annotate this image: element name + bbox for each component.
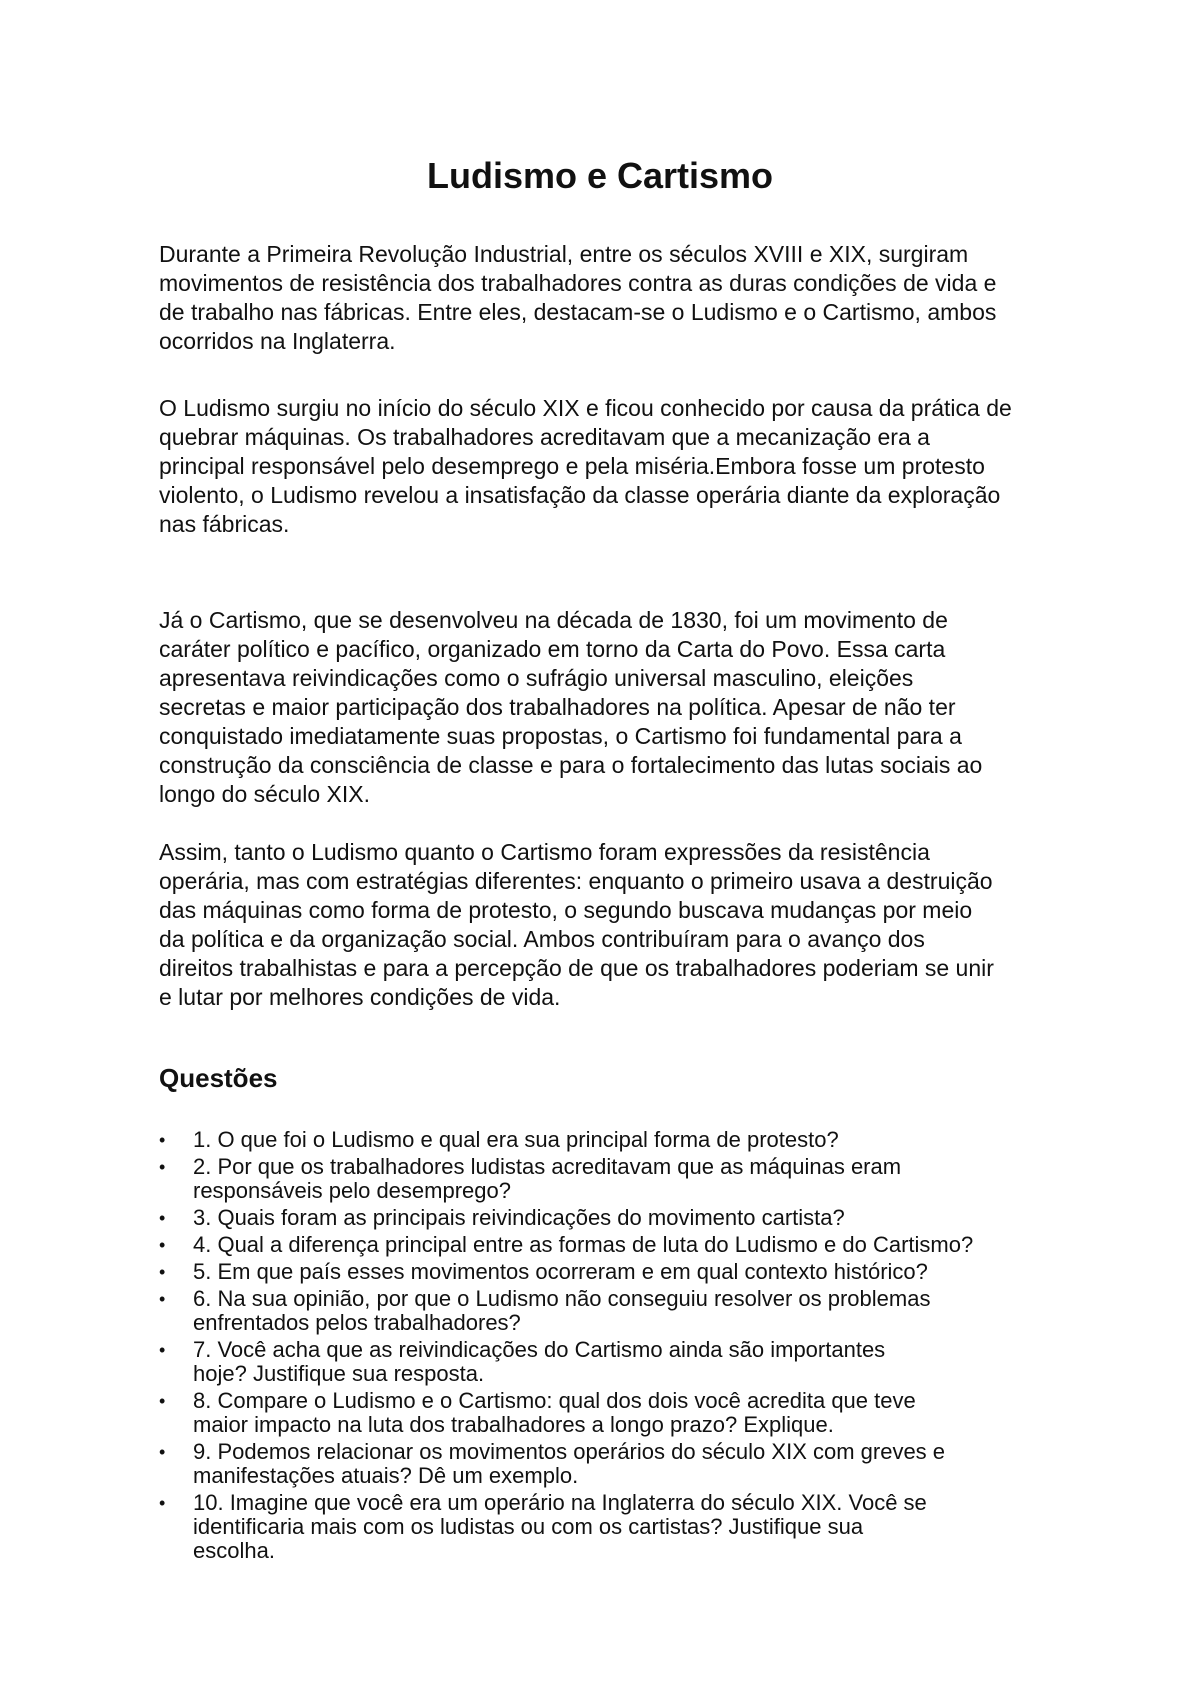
questions-list xyxy=(159,1128,1069,1566)
question-item xyxy=(159,1440,1069,1488)
question-item xyxy=(159,1287,1069,1335)
question-text: 1. O que foi o Ludismo e qual era sua principal forma de protesto? xyxy=(193,1127,839,1152)
question-text: 5. Em que país esses movimentos ocorreram e em qual contexto histórico? xyxy=(193,1259,928,1284)
paragraph-conclusion: Assim, tanto o Ludismo quanto o Cartismo foram expressões da resistência operária, mas com estratégias diferentes: enquanto o primeiro usava a destruição das máquinas como forma de protesto, o segundo buscava mudanças por meio da política e da organização social. Ambos contribuíram para o avanço dos direitos trabalhistas e para a percepção de que os trabalhadores poderiam se unir e lutar por melhores condições de vida. xyxy=(159,839,994,1010)
bullet-icon: • xyxy=(159,1262,166,1282)
paragraph-intro: Durante a Primeira Revolução Industrial, entre os séculos XVIII e XIX, surgiram movimentos de resistência dos trabalhadores contra as duras condições de vida e de trabalho nas fábricas. Entre eles, destacam-se o Ludismo e o Cartismo, ambos ocorridos na Inglaterra. xyxy=(159,241,997,354)
bullet-icon: • xyxy=(159,1235,166,1255)
bullet-icon: • xyxy=(159,1442,166,1462)
question-item xyxy=(159,1338,1069,1386)
bullet-icon: • xyxy=(159,1391,166,1411)
question-item xyxy=(159,1389,1069,1437)
question-item xyxy=(159,1491,1069,1563)
question-item xyxy=(159,1155,1069,1203)
question-text: 2. Por que os trabalhadores ludistas acreditavam que as máquinas eram responsáveis pelo desemprego? xyxy=(193,1154,902,1203)
bullet-icon: • xyxy=(159,1289,166,1309)
question-text: 6. Na sua opinião, por que o Ludismo não conseguiu resolver os problemas enfrentados pelos trabalhadores? xyxy=(193,1286,931,1335)
question-text: 10. Imagine que você era um operário na Inglaterra do século XIX. Você se identificaria mais com os ludistas ou com os cartistas? Justifique sua escolha. xyxy=(193,1490,927,1563)
question-text: 7. Você acha que as reivindicações do Cartismo ainda são importantes hoje? Justifique sua resposta. xyxy=(193,1337,886,1386)
question-text: 4. Qual a diferença principal entre as formas de luta do Ludismo e do Cartismo? xyxy=(193,1232,974,1257)
question-item xyxy=(159,1260,1069,1284)
bullet-icon: • xyxy=(159,1130,166,1150)
paragraph-cartismo: Já o Cartismo, que se desenvolveu na década de 1830, foi um movimento de caráter político e pacífico, organizado em torno da Carta do Povo. Essa carta apresentava reivindicações como o sufrágio universal masculino, eleições secretas e maior participação dos trabalhadores na política. Apesar de não ter conquistado imediatamente suas propostas, o Cartismo foi fundamental para a construção da consciência de classe e para o fortalecimento das lutas sociais ao longo do século XIX. xyxy=(159,607,983,807)
question-item xyxy=(159,1206,1069,1230)
bullet-icon: • xyxy=(159,1157,166,1177)
question-item xyxy=(159,1128,1069,1152)
bullet-icon: • xyxy=(159,1208,166,1228)
bullet-icon: • xyxy=(159,1340,166,1360)
paragraph-ludismo: O Ludismo surgiu no início do século XIX e ficou conhecido por causa da prática de quebrar máquinas. Os trabalhadores acreditavam que a mecanização era a principal responsável pelo desemprego e pela miséria.Embora fosse um protesto violento, o Ludismo revelou a insatisfação da classe operária diante da exploração nas fábricas. xyxy=(159,395,1012,537)
questions-heading: Questões xyxy=(159,1063,278,1093)
question-text: 3. Quais foram as principais reivindicações do movimento cartista? xyxy=(193,1205,845,1230)
question-item xyxy=(159,1233,1069,1257)
bullet-icon: • xyxy=(159,1493,166,1513)
question-text: 9. Podemos relacionar os movimentos operários do século XIX com greves e manifestações atuais? Dê um exemplo. xyxy=(193,1439,946,1488)
question-text: 8. Compare o Ludismo e o Cartismo: qual dos dois você acredita que teve maior impacto na luta dos trabalhadores a longo prazo? Explique. xyxy=(193,1388,916,1437)
page-title: Ludismo e Cartismo xyxy=(426,155,774,196)
